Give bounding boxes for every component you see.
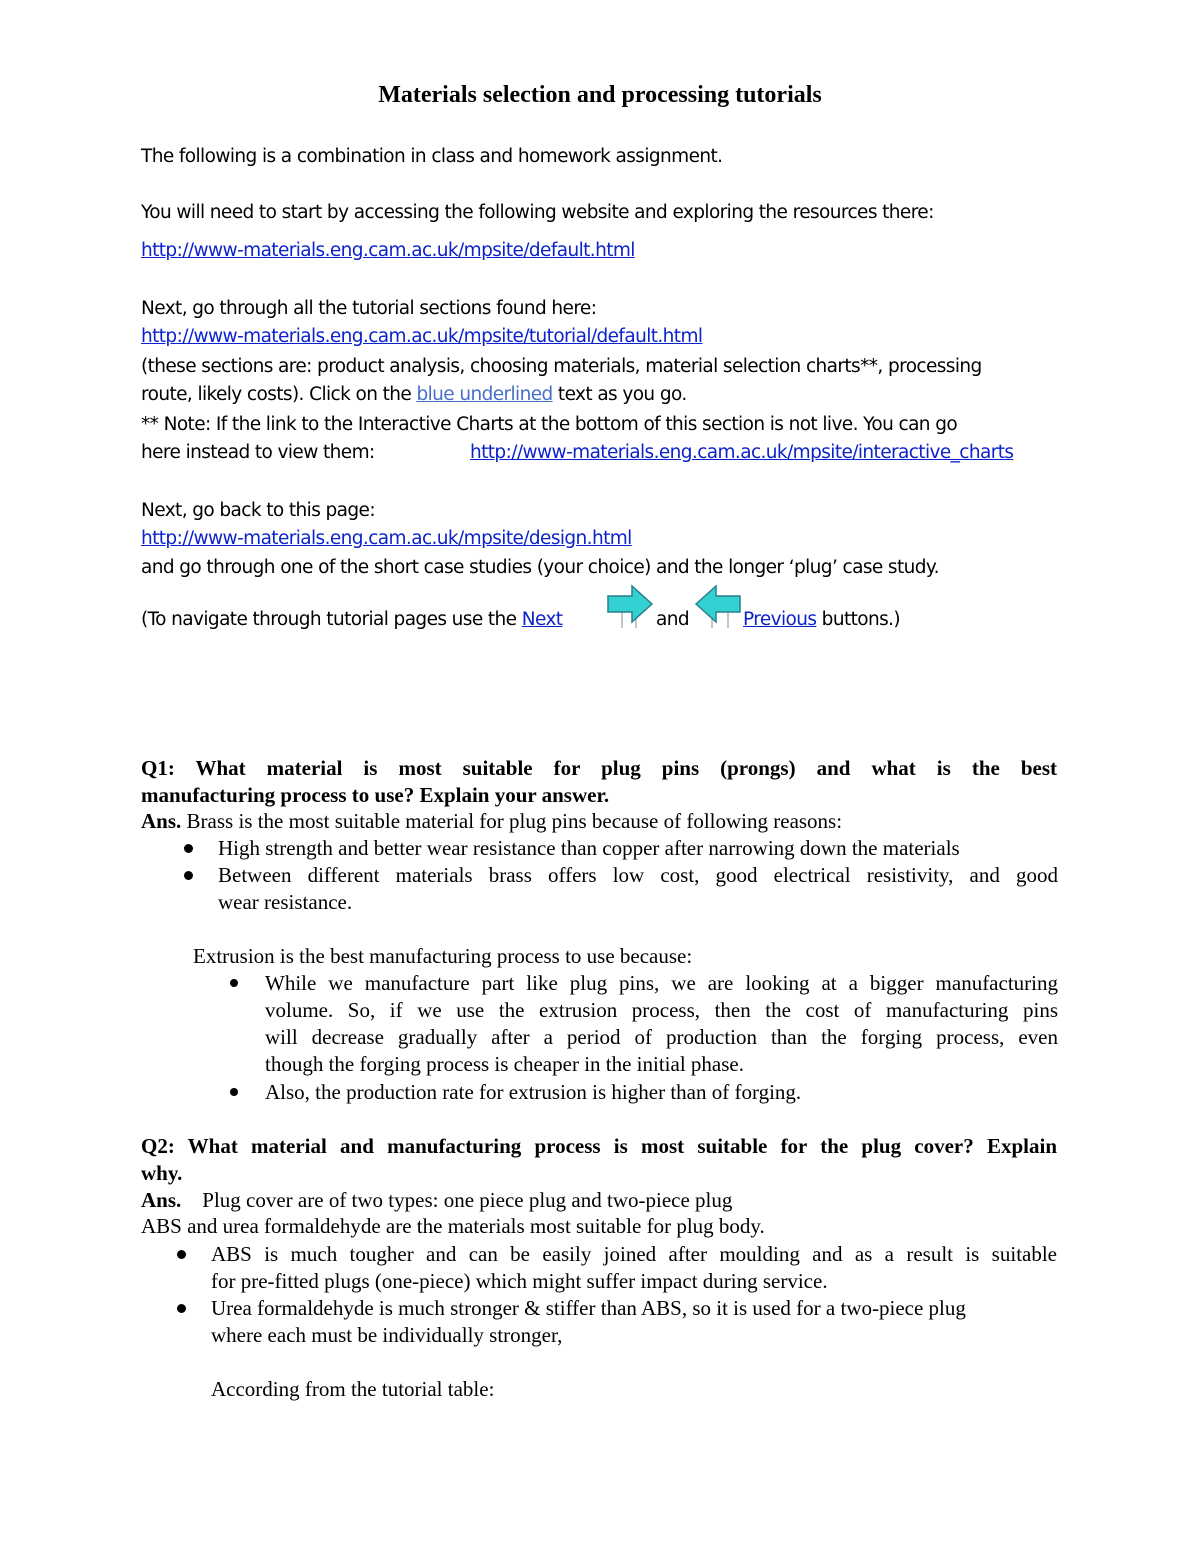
q2-table-intro: According from the tutorial table: [211, 1377, 495, 1401]
q1-sub1-line4: though the forging process is cheaper in the initial phase. [265, 1052, 744, 1076]
q1-sub1-line3: will decrease gradually after a period of production than the forging process, even [265, 1025, 1058, 1049]
previous-text: Previous buttons.) [743, 609, 901, 630]
q2-answer-intro: Ans. Plug cover are of two types: one piece plug and two-piece plug [141, 1188, 733, 1212]
and-text: and [656, 609, 690, 630]
q1-bullet2-line2: wear resistance. [218, 890, 353, 914]
case-study-text: and go through one of the short case studies (your choice) and the longer ‘plug’ case study. [141, 557, 939, 578]
q1-sub1-line2: volume. So, if we use the extrusion process, then the cost of manufacturing pins [265, 998, 1058, 1022]
next-link[interactable]: Next [521, 609, 563, 630]
sections-text-line1: (these sections are: product analysis, choosing materials, material selection charts**, processing [141, 356, 982, 377]
q1-bullet1: High strength and better wear resistance than copper after narrowing down the materials [218, 836, 960, 860]
start-text: You will need to start by accessing the following website and exploring the resources there: [141, 202, 934, 223]
main-site-link[interactable]: http://www-materials.eng.cam.ac.uk/mpsite/default.html [141, 240, 635, 261]
previous-link[interactable]: Previous [743, 609, 817, 630]
left-arrow-icon[interactable] [694, 584, 742, 630]
nav-instructions: (To navigate through tutorial pages use the Next [141, 609, 563, 630]
tutorial-link[interactable]: http://www-materials.eng.cam.ac.uk/mpsite/tutorial/default.html [141, 326, 703, 347]
q2-bullet2-line1: Urea formaldehyde is much stronger & stiffer than ABS, so it is used for a two-piece plug [211, 1296, 966, 1320]
back-text: Next, go back to this page: [141, 500, 375, 521]
q1-sub2: Also, the production rate for extrusion is higher than of forging. [265, 1080, 802, 1104]
q2-question-line2: why. [141, 1161, 183, 1185]
q1-sub1-line1: While we manufacture part like plug pins, we are looking at a bigger manufacturing [265, 971, 1058, 995]
bullet-icon [184, 871, 193, 880]
right-arrow-icon[interactable] [606, 584, 654, 630]
bullet-icon [177, 1250, 186, 1259]
bullet-icon [184, 844, 193, 853]
q1-question-line1: Q1: What material is most suitable for plug pins (prongs) and what is the best [141, 756, 1057, 780]
sections-text-line2: route, likely costs). Click on the blue underlined text as you go. [141, 384, 687, 405]
q2-bullet2-line2: where each must be individually stronger, [211, 1323, 563, 1347]
tutorial-intro-text: Next, go through all the tutorial sections found here: [141, 298, 597, 319]
q1-bullet2-line1: Between different materials brass offers low cost, good electrical resistivity, and good [218, 863, 1058, 887]
note-text-line2: here instead to view them: [141, 442, 375, 463]
q1-answer-intro: Ans. Brass is the most suitable material for plug pins because of following reasons: [141, 809, 843, 833]
document-title: Materials selection and processing tutorials [378, 82, 822, 108]
note-text-line1: ** Note: If the link to the Interactive Charts at the bottom of this section is not live. You can go [141, 414, 958, 435]
q2-bullet1-line1: ABS is much tougher and can be easily joined after moulding and as a result is suitable [211, 1242, 1057, 1266]
design-link[interactable]: http://www-materials.eng.cam.ac.uk/mpsite/design.html [141, 528, 632, 549]
q1-extrusion-intro: Extrusion is the best manufacturing process to use because: [193, 944, 693, 968]
intro-text: The following is a combination in class and homework assignment. [141, 146, 723, 167]
blue-underlined-link[interactable]: blue underlined [416, 384, 553, 405]
bullet-icon [230, 979, 238, 987]
bullet-icon [230, 1088, 238, 1096]
q1-question-line2: manufacturing process to use? Explain your answer. [141, 783, 610, 807]
interactive-charts-link[interactable]: http://www-materials.eng.cam.ac.uk/mpsite/interactive_charts [470, 442, 1014, 463]
q2-materials: ABS and urea formaldehyde are the materials most suitable for plug body. [141, 1214, 765, 1238]
bullet-icon [177, 1304, 186, 1313]
q2-bullet1-line2: for pre-fitted plugs (one-piece) which might suffer impact during service. [211, 1269, 828, 1293]
q2-question-line1: Q2: What material and manufacturing process is most suitable for the plug cover? Explain [141, 1134, 1057, 1158]
